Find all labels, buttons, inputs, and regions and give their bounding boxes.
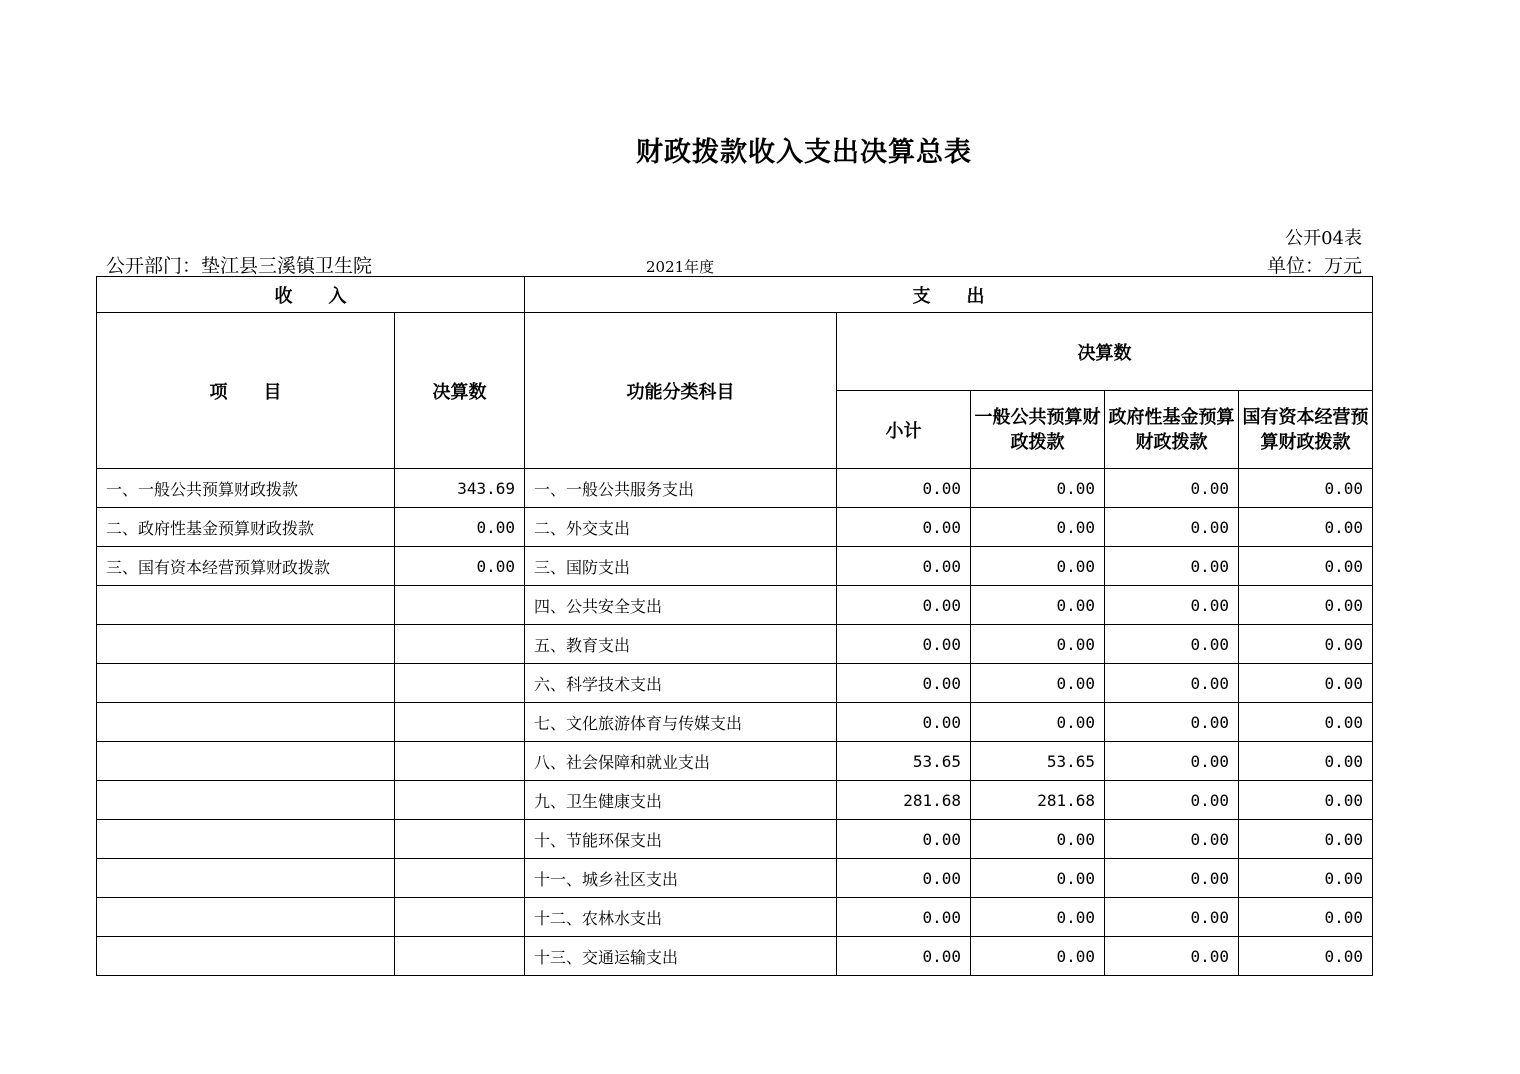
income-amount bbox=[395, 664, 525, 703]
income-amount bbox=[395, 703, 525, 742]
gov-fund-value: 0.00 bbox=[1105, 508, 1239, 547]
expense-category: 十二、农林水支出 bbox=[525, 898, 837, 937]
state-capital-value: 0.00 bbox=[1239, 781, 1373, 820]
general-budget-header: 一般公共预算财政拨款 bbox=[971, 391, 1105, 469]
subtotal-value: 0.00 bbox=[837, 898, 971, 937]
income-amount bbox=[395, 898, 525, 937]
expense-category: 三、国防支出 bbox=[525, 547, 837, 586]
expense-category: 四、公共安全支出 bbox=[525, 586, 837, 625]
gov-fund-value: 0.00 bbox=[1105, 742, 1239, 781]
income-amount bbox=[395, 625, 525, 664]
table-row bbox=[97, 742, 1373, 781]
income-amount bbox=[395, 820, 525, 859]
expense-category: 六、科学技术支出 bbox=[525, 664, 837, 703]
gov-fund-value: 0.00 bbox=[1105, 937, 1239, 976]
income-amount: 0.00 bbox=[395, 547, 525, 586]
income-item bbox=[97, 664, 395, 703]
income-item bbox=[97, 781, 395, 820]
income-item: 三、国有资本经营预算财政拨款 bbox=[97, 547, 395, 586]
state-capital-value: 0.00 bbox=[1239, 859, 1373, 898]
state-capital-value: 0.00 bbox=[1239, 742, 1373, 781]
table-row bbox=[97, 859, 1373, 898]
state-capital-value: 0.00 bbox=[1239, 703, 1373, 742]
general-budget-value: 53.65 bbox=[971, 742, 1105, 781]
subtotal-value: 0.00 bbox=[837, 820, 971, 859]
gov-fund-value: 0.00 bbox=[1105, 859, 1239, 898]
gov-fund-value: 0.00 bbox=[1105, 664, 1239, 703]
fiscal-year: 2021年度 bbox=[646, 258, 715, 276]
gov-fund-value: 0.00 bbox=[1105, 820, 1239, 859]
table-row bbox=[97, 625, 1373, 664]
expense-category: 九、卫生健康支出 bbox=[525, 781, 837, 820]
item-header: 项 目 bbox=[97, 313, 395, 469]
state-capital-value: 0.00 bbox=[1239, 664, 1373, 703]
unit-label: 单位：万元 bbox=[1266, 255, 1362, 277]
income-item bbox=[97, 625, 395, 664]
subtotal-value: 281.68 bbox=[837, 781, 971, 820]
expense-category: 七、文化旅游体育与传媒支出 bbox=[525, 703, 837, 742]
general-budget-value: 0.00 bbox=[971, 703, 1105, 742]
state-capital-value: 0.00 bbox=[1239, 469, 1373, 508]
income-amount bbox=[395, 586, 525, 625]
gov-fund-value: 0.00 bbox=[1105, 703, 1239, 742]
expense-category: 五、教育支出 bbox=[525, 625, 837, 664]
income-item bbox=[97, 703, 395, 742]
income-item: 一、一般公共预算财政拨款 bbox=[97, 469, 395, 508]
subtotal-value: 0.00 bbox=[837, 469, 971, 508]
state-capital-value: 0.00 bbox=[1239, 820, 1373, 859]
subtotal-value: 0.00 bbox=[837, 508, 971, 547]
general-budget-value: 0.00 bbox=[971, 664, 1105, 703]
income-item bbox=[97, 742, 395, 781]
subtotal-value: 0.00 bbox=[837, 625, 971, 664]
general-budget-value: 0.00 bbox=[971, 859, 1105, 898]
income-item bbox=[97, 898, 395, 937]
income-amount: 343.69 bbox=[395, 469, 525, 508]
general-budget-value: 281.68 bbox=[971, 781, 1105, 820]
page-title: 财政拨款收入支出决算总表 bbox=[636, 137, 972, 168]
state-capital-value: 0.00 bbox=[1239, 508, 1373, 547]
gov-fund-value: 0.00 bbox=[1105, 547, 1239, 586]
subtotal-value: 53.65 bbox=[837, 742, 971, 781]
general-budget-value: 0.00 bbox=[971, 547, 1105, 586]
income-amount: 0.00 bbox=[395, 508, 525, 547]
subtotal-value: 0.00 bbox=[837, 586, 971, 625]
table-row bbox=[97, 781, 1373, 820]
state-capital-value: 0.00 bbox=[1239, 625, 1373, 664]
gov-fund-value: 0.00 bbox=[1105, 898, 1239, 937]
form-number: 公开04表 bbox=[1285, 228, 1362, 249]
gov-fund-value: 0.00 bbox=[1105, 586, 1239, 625]
subtotal-value: 0.00 bbox=[837, 664, 971, 703]
subtotal-value: 0.00 bbox=[837, 547, 971, 586]
state-capital-value: 0.00 bbox=[1239, 898, 1373, 937]
state-capital-value: 0.00 bbox=[1239, 937, 1373, 976]
income-item bbox=[97, 820, 395, 859]
table-row bbox=[97, 469, 1373, 508]
subtotal-value: 0.00 bbox=[837, 703, 971, 742]
subtotal-value: 0.00 bbox=[837, 937, 971, 976]
gov-fund-header: 政府性基金预算财政拨款 bbox=[1105, 391, 1239, 469]
gov-fund-value: 0.00 bbox=[1105, 469, 1239, 508]
state-capital-header: 国有资本经营预算财政拨款 bbox=[1239, 391, 1373, 469]
income-header: 收 入 bbox=[97, 277, 525, 313]
category-header: 功能分类科目 bbox=[525, 313, 837, 469]
expense-header: 支 出 bbox=[525, 277, 1373, 313]
expense-category: 十三、交通运输支出 bbox=[525, 937, 837, 976]
income-item: 二、政府性基金预算财政拨款 bbox=[97, 508, 395, 547]
expense-category: 十一、城乡社区支出 bbox=[525, 859, 837, 898]
income-amount bbox=[395, 742, 525, 781]
expense-category: 八、社会保障和就业支出 bbox=[525, 742, 837, 781]
expense-category: 十、节能环保支出 bbox=[525, 820, 837, 859]
department-label: 公开部门：垫江县三溪镇卫生院 bbox=[106, 255, 373, 277]
income-amount bbox=[395, 859, 525, 898]
subtotal-value: 0.00 bbox=[837, 859, 971, 898]
table-row bbox=[97, 937, 1373, 976]
general-budget-value: 0.00 bbox=[971, 937, 1105, 976]
expense-category: 一、一般公共服务支出 bbox=[525, 469, 837, 508]
amount-header: 决算数 bbox=[395, 313, 525, 469]
subtotal-header: 小计 bbox=[837, 391, 971, 469]
general-budget-value: 0.00 bbox=[971, 469, 1105, 508]
expense-category: 二、外交支出 bbox=[525, 508, 837, 547]
table-row bbox=[97, 547, 1373, 586]
income-amount bbox=[395, 937, 525, 976]
table-row bbox=[97, 703, 1373, 742]
income-item bbox=[97, 586, 395, 625]
income-item bbox=[97, 859, 395, 898]
state-capital-value: 0.00 bbox=[1239, 547, 1373, 586]
income-item bbox=[97, 937, 395, 976]
general-budget-value: 0.00 bbox=[971, 898, 1105, 937]
table-row bbox=[97, 820, 1373, 859]
gov-fund-value: 0.00 bbox=[1105, 625, 1239, 664]
gov-fund-value: 0.00 bbox=[1105, 781, 1239, 820]
table-row bbox=[97, 898, 1373, 937]
table-row bbox=[97, 508, 1373, 547]
table-row bbox=[97, 586, 1373, 625]
general-budget-value: 0.00 bbox=[971, 508, 1105, 547]
table-row bbox=[97, 664, 1373, 703]
general-budget-value: 0.00 bbox=[971, 586, 1105, 625]
income-amount bbox=[395, 781, 525, 820]
budget-table bbox=[96, 276, 1373, 976]
state-capital-value: 0.00 bbox=[1239, 586, 1373, 625]
general-budget-value: 0.00 bbox=[971, 820, 1105, 859]
general-budget-value: 0.00 bbox=[971, 625, 1105, 664]
final-amount-header: 决算数 bbox=[837, 313, 1373, 391]
